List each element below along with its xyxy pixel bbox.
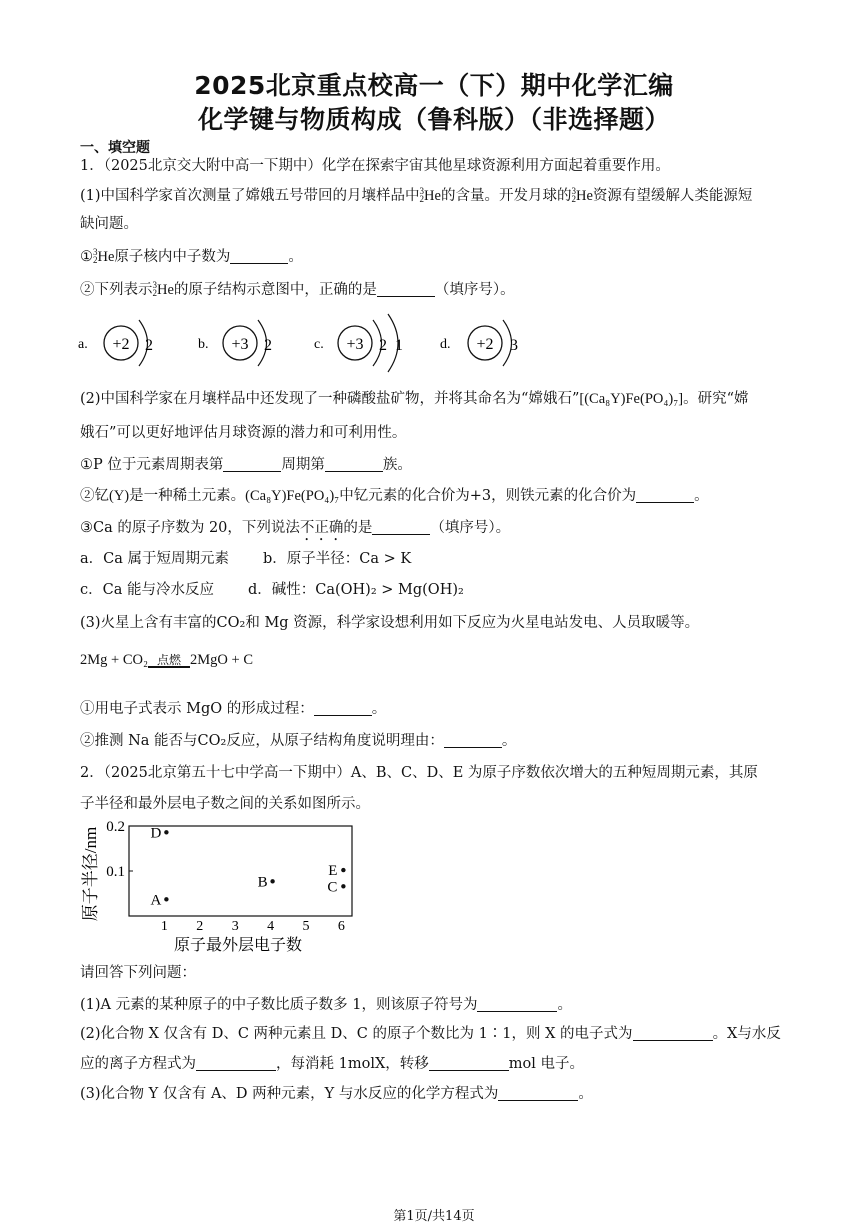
svg-text:+2: +2 (112, 336, 130, 353)
option-a-diagram (78, 320, 153, 366)
point-label-e: E (328, 863, 338, 880)
reaction-condition: 点燃 (148, 654, 190, 668)
x-axis-label: 原子最外层电子数 (173, 937, 303, 954)
q1-sub1: ①3 2He原子核内中子数为 。 (80, 247, 303, 265)
svg-text:a.: a. (78, 337, 88, 352)
q1-stem: 1．（2025北京交大附中高一下期中）化学在探索宇宙其他星球资源利用方面起着重要作用。 (80, 158, 670, 174)
he3-isotope: 3 2He (571, 186, 593, 204)
q1-part2-line1: (2)中国科学家在月壤样品中还发现了一种磷酸盐矿物，并将其命名为“嫦娥石”[(Ca₈Y)Fe(PO₄)₇]。研究“嫦 (80, 391, 749, 407)
change-stone-formula: [(Ca₈Y)Fe(PO₄)₇] (579, 391, 684, 407)
answer-blank[interactable] (372, 520, 430, 535)
reaction-equation: 2Mg + CO₂ 点燃 2MgO + C (80, 652, 253, 668)
x-tick-label: 3 (231, 919, 239, 934)
choice-d: d．碱性：Ca(OH)₂ > Mg(OH)₂ (247, 582, 464, 598)
answer-blank[interactable] (325, 457, 383, 472)
q1-part3-sub2: ②推测 Na 能否与CO₂反应，从原子结构角度说明理由： 。 (80, 733, 517, 749)
answer-blank[interactable] (314, 701, 372, 716)
page-title: 2025北京重点校高一（下）期中化学汇编 (194, 71, 674, 100)
q1-part2-sub1: ①P 位于元素周期表第 周期第 族。 (80, 457, 412, 473)
point-label-c: C (327, 879, 338, 896)
svg-text:d.: d. (440, 337, 451, 352)
section-heading: 一、填空题 (80, 140, 150, 156)
q1-part1-text-a: (1)中国科学家首次测量了嫦娥五号带回的月壤样品中 (80, 188, 420, 204)
data-point-b (270, 879, 274, 883)
svg-text:+2: +2 (476, 336, 494, 353)
radius-vs-valence-chart (76, 818, 366, 958)
answer-blank[interactable] (196, 1056, 276, 1071)
x-tick-label: 4 (267, 919, 275, 934)
q1-sub2: ②下列表示3 2He的原子结构示意图中，正确的是 （填序号）。 (80, 280, 515, 298)
plot-frame (129, 826, 352, 916)
q2-sub1: (1)A 元素的某种原子的中子数比质子数多 1，则该原子符号为 。 (80, 997, 572, 1013)
q1-part2-line2: 娥石”可以更好地评估月球资源的潜力和可利用性。 (80, 425, 407, 441)
x-tick-label: 2 (196, 919, 204, 934)
choice-b: b．原子半径：Ca > K (263, 551, 412, 567)
y-tick-label: 0.2 (106, 819, 125, 835)
option-b-diagram (198, 320, 272, 366)
q1-part3-sub1: ①用电子式表示 MgO 的形成过程： 。 (80, 701, 387, 717)
answer-blank[interactable] (377, 282, 435, 297)
q1-part1-line1 (80, 186, 752, 206)
svg-text:c.: c. (314, 337, 324, 352)
q1-part2-sub3: ③Ca 的原子序数为 20，下列说法不正确的是 （填序号）。 (80, 520, 511, 536)
atomic-structure-options (76, 310, 536, 374)
svg-text:b.: b. (198, 337, 209, 352)
option-c-diagram (314, 314, 403, 372)
answer-blank[interactable] (223, 457, 281, 472)
q1-part1-text-c: 资源有望缓解人类能源短 (592, 188, 753, 204)
point-label-b: B (257, 874, 268, 891)
data-point-d (164, 830, 168, 834)
he3-isotope: 3 2He (93, 247, 115, 265)
answer-blank[interactable] (498, 1086, 578, 1101)
q2-sub3: (3)化合物 Y 仅含有 A、D 两种元素，Y 与水反应的化学方程式为 。 (80, 1086, 593, 1102)
svg-text:+3: +3 (346, 336, 364, 353)
x-tick-label: 1 (160, 919, 168, 934)
page-footer: 第1页/共14页 (393, 1209, 475, 1224)
q1-part1-text-b: 的含量。开发月球的 (440, 188, 572, 204)
he3-isotope: 3 2He (152, 280, 174, 298)
y-axis-label: 原子半径/nm (81, 826, 100, 922)
svg-text:3: 3 (510, 337, 518, 354)
point-label-a: A (150, 892, 162, 909)
svg-text:+3: +3 (231, 336, 249, 353)
data-point-a (164, 897, 168, 901)
option-d-diagram (440, 320, 518, 366)
answer-blank[interactable] (444, 733, 502, 748)
x-tick-label: 5 (302, 919, 310, 934)
q2-stem-line1: 2．（2025北京第五十七中学高一下期中）A、B、C、D、E 为原子序数依次增大的五种短周期元素，其原 (80, 765, 758, 781)
q2-sub2-line2: 应的离子方程式为 ，每消耗 1molX，转移 mol 电子。 (80, 1056, 585, 1072)
q1-choices-row2 (80, 580, 464, 600)
q2-sub2-line1: (2)化合物 X 仅含有 D、C 两种元素且 D、C 的原子个数比为 1∶1，则 X 的电子式为 。X与水反 (80, 1026, 781, 1042)
q2-stem-line2: 子半径和最外层电子数之间的关系如图所示。 (80, 796, 370, 812)
svg-text:2: 2 (145, 337, 153, 354)
q1-part1-line2: 缺问题。 (80, 216, 138, 232)
answer-blank[interactable] (429, 1056, 509, 1071)
svg-text:2: 2 (379, 337, 387, 354)
answer-blank[interactable] (636, 488, 694, 503)
data-point-c (341, 884, 345, 888)
q2-prompt: 请回答下列问题： (80, 965, 196, 981)
point-label-d: D (150, 825, 162, 842)
svg-text:1: 1 (395, 337, 403, 354)
y-tick-label: 0.1 (106, 864, 125, 880)
choice-a: a．Ca 属于短周期元素 (80, 551, 229, 567)
he3-isotope: 3 2He (419, 186, 441, 204)
q1-part3-line: (3)火星上含有丰富的CO₂和 Mg 资源，科学家设想利用如下反应为火星电站发电、人员取暖等。 (80, 615, 700, 631)
q1-part2-sub2: ②钇(Y)是一种稀土元素。(Ca₈Y)Fe(PO₄)₇中钇元素的化合价为+3，则铁元素的化合价为 。 (80, 488, 709, 504)
emphasis-not-correct: 不正确 (299, 520, 344, 536)
answer-blank[interactable] (230, 249, 288, 264)
page-subtitle: 化学键与物质构成（鲁科版）（非选择题） (197, 105, 670, 134)
answer-blank[interactable] (633, 1026, 713, 1041)
data-point-e (341, 868, 345, 872)
choice-c: c．Ca 能与冷水反应 (80, 582, 214, 598)
x-tick-label: 6 (337, 919, 345, 934)
svg-text:2: 2 (264, 337, 272, 354)
q1-choices-row1 (80, 549, 411, 569)
answer-blank[interactable] (477, 997, 557, 1012)
